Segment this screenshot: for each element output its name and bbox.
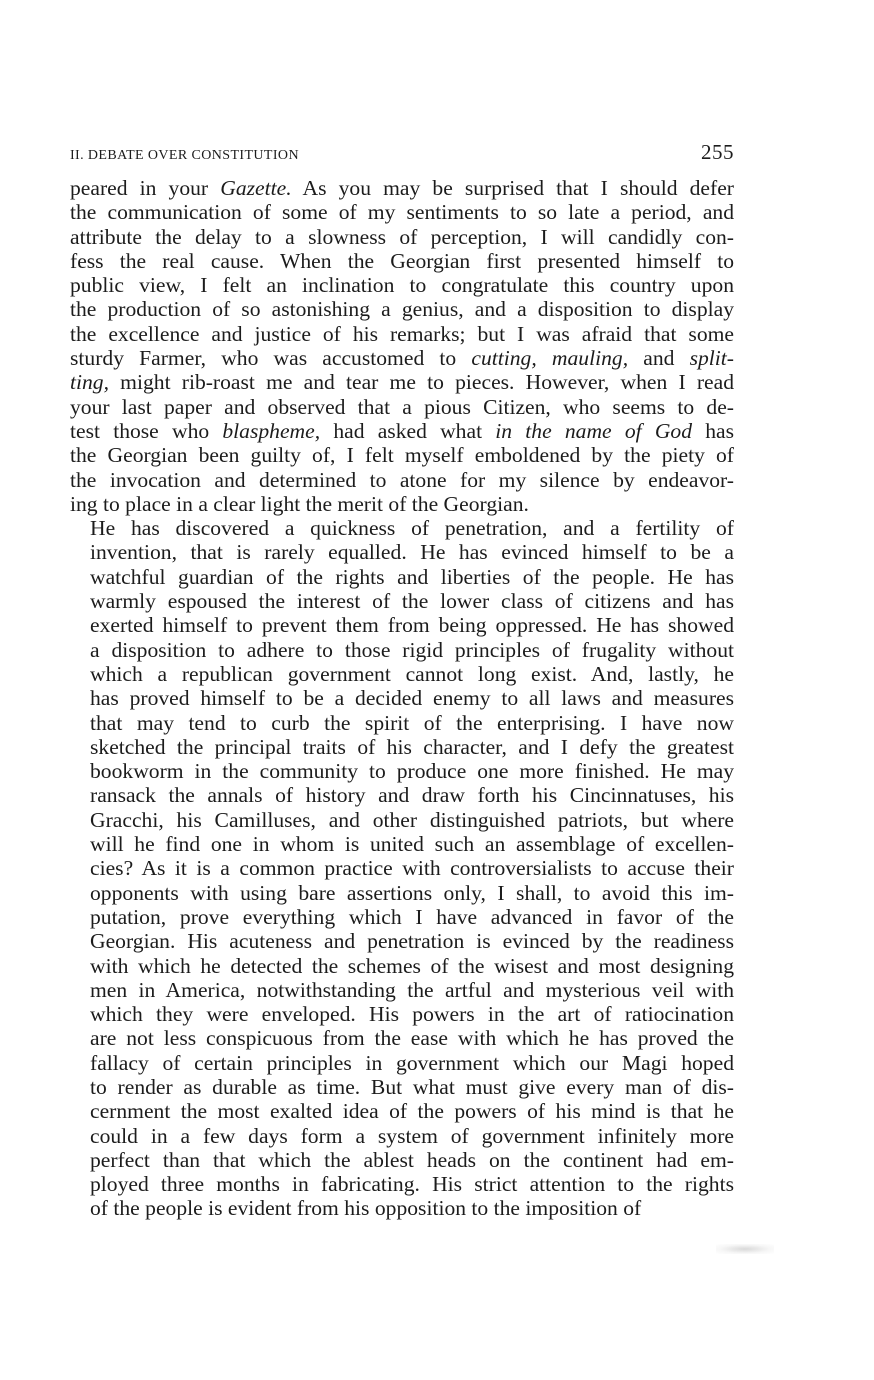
- text-line: [70, 832, 734, 856]
- text-segment: cernment the most exalted idea of the powers of his mind is that he: [90, 1099, 734, 1124]
- text-segment: perfect than that which the ablest heads on the continent had em-: [90, 1147, 734, 1172]
- text-segment: the communication of some of my sentiments to so late a period, and: [70, 200, 734, 225]
- text-line: [70, 905, 734, 929]
- text-line: [70, 1026, 734, 1050]
- text-line: [70, 200, 734, 224]
- text-segment: are not less conspicuous from the ease with which he has proved the: [90, 1026, 734, 1051]
- text-segment: Georgian. His acuteness and penetration is evinced by the readiness: [90, 929, 734, 954]
- text-line: [70, 638, 734, 662]
- text-line: [70, 540, 734, 564]
- text-line: [70, 856, 734, 880]
- text-segment: a disposition to adhere to those rigid principles of frugality without: [90, 637, 734, 662]
- text-line: [70, 1051, 734, 1075]
- text-line: [70, 686, 734, 710]
- text-line: [70, 419, 734, 443]
- text-line: [70, 929, 734, 953]
- text-segment: exerted himself to prevent them from being oppressed. He has showed: [90, 613, 734, 638]
- text-segment: bookworm in the community to produce one more finished. He may: [90, 759, 734, 784]
- text-line: [70, 1075, 734, 1099]
- text-line: [70, 273, 734, 297]
- text-segment: in the name of God: [495, 418, 693, 443]
- text-line: [70, 881, 734, 905]
- text-line: [70, 249, 734, 273]
- text-segment: opponents with using bare assertions only, I shall, to avoid this im-: [90, 880, 734, 905]
- text-line: [70, 1196, 734, 1220]
- text-segment: of the people is evident from his opposition to the imposition of: [90, 1196, 642, 1221]
- text-line: [70, 322, 734, 346]
- text-segment: fess the real cause. When the Georgian first presented himself to: [70, 248, 734, 273]
- text-line: [70, 565, 734, 589]
- text-line: [70, 468, 734, 492]
- text-segment: the Georgian been guilty of, I felt myself emboldened by the piety of: [70, 443, 734, 468]
- text-line: [70, 1148, 734, 1172]
- text-segment: the production of so astonishing a genius, and a disposition to display: [70, 297, 734, 322]
- text-line: [70, 225, 734, 249]
- text-segment: He has discovered a quickness of penetration, and a fertility of: [90, 516, 734, 541]
- text-line: [70, 1172, 734, 1196]
- text-segment: peared in your: [70, 176, 221, 200]
- text-segment: public view, I felt an inclination to congratulate this country upon: [70, 273, 734, 298]
- print-smudge: [716, 1244, 774, 1254]
- text-segment: that may tend to curb the spirit of the enterprising. I have now: [90, 710, 734, 735]
- text-segment: attribute the delay to a slowness of perception, I will candidly con-: [70, 224, 734, 249]
- text-segment: has: [692, 418, 735, 443]
- text-segment: invention, that is rarely equalled. He has evinced himself to be a: [90, 540, 734, 565]
- text-line: [70, 492, 734, 516]
- text-segment: men in America, notwithstanding the artful and mysterious veil with: [90, 977, 734, 1002]
- text-line: [70, 1124, 734, 1148]
- text-segment: warmly espoused the interest of the lower class of citizens and has: [90, 589, 734, 614]
- text-segment: ployed three months in fabricating. His strict attention to the rights: [90, 1172, 734, 1197]
- text-line: [70, 1002, 734, 1026]
- text-segment: might rib-roast me and tear me to pieces. However, when I read: [109, 370, 734, 395]
- text-segment: your last paper and observed that a pious Citizen, who seems to de-: [70, 394, 734, 419]
- text-line: [70, 954, 734, 978]
- text-segment: ting,: [70, 370, 109, 395]
- text-line: [70, 516, 734, 540]
- paragraph-2: [70, 516, 734, 1221]
- text-segment: Gracchi, his Camilluses, and other distinguished patriots, but where: [90, 807, 734, 832]
- text-line: [70, 759, 734, 783]
- text-segment: test those who: [70, 418, 223, 443]
- text-line: [70, 735, 734, 759]
- text-line: [70, 589, 734, 613]
- book-page: [70, 140, 734, 1221]
- text-line: [70, 613, 734, 637]
- text-segment: which they were enveloped. His powers in the art of ratiocination: [90, 1002, 734, 1027]
- page-number: 255: [701, 140, 734, 164]
- text-line: [70, 346, 734, 370]
- text-line: [70, 978, 734, 1002]
- text-segment: watchful guardian of the rights and liberties of the people. He has: [90, 564, 734, 589]
- text-segment: sketched the principal traits of his character, and I defy the greatest: [90, 734, 734, 759]
- text-segment: with which he detected the schemes of the wisest and most designing: [90, 953, 734, 978]
- running-title: II. DEBATE OVER CONSTITUTION: [70, 148, 299, 163]
- text-line: [70, 711, 734, 735]
- text-segment: putation, prove everything which I have advanced in favor of the: [90, 904, 734, 929]
- text-segment: will he find one in whom is united such an assemblage of excellen-: [90, 832, 734, 857]
- text-segment: fallacy of certain principles in government which our Magi hoped: [90, 1050, 734, 1075]
- text-line: [70, 783, 734, 807]
- text-segment: ransack the annals of history and draw forth his Cincinnatuses, his: [90, 783, 734, 808]
- text-segment: had asked what: [320, 418, 496, 443]
- running-head: [70, 140, 734, 176]
- text-segment: has proved himself to be a decided enemy to all laws and measures: [90, 686, 734, 711]
- text-segment: could in a few days form a system of government infinitely more: [90, 1123, 734, 1148]
- text-segment: ing to place in a clear light the merit of the Georgian.: [70, 491, 529, 516]
- text-line: [70, 370, 734, 394]
- text-line: [70, 395, 734, 419]
- text-segment: cies? As it is a common practice with controversialists to accuse their: [90, 856, 734, 881]
- text-segment: and: [628, 346, 690, 371]
- text-line: [70, 297, 734, 321]
- text-segment: cutting, mauling,: [471, 346, 629, 371]
- text-line: [70, 1099, 734, 1123]
- text-segment: which a republican government cannot long exist. And, lastly, he: [90, 661, 734, 686]
- text-line: [70, 443, 734, 467]
- text-segment: As you may be surprised that I should defer: [291, 176, 734, 200]
- text-segment: the excellence and justice of his remarks; but I was afraid that some: [70, 321, 734, 346]
- text-line: [70, 176, 734, 200]
- text-segment: blaspheme,: [222, 418, 321, 443]
- text-segment: split-: [689, 346, 734, 371]
- text-segment: Gazette.: [220, 176, 292, 200]
- text-segment: to render as durable as time. But what must give every man of dis-: [90, 1074, 734, 1099]
- text-segment: the invocation and determined to atone for my silence by endeavor-: [70, 467, 734, 492]
- text-line: [70, 662, 734, 686]
- text-line: [70, 808, 734, 832]
- body-text: [70, 176, 734, 1221]
- paragraph-1: [70, 176, 734, 516]
- text-segment: sturdy Farmer, who was accustomed to: [70, 346, 472, 371]
